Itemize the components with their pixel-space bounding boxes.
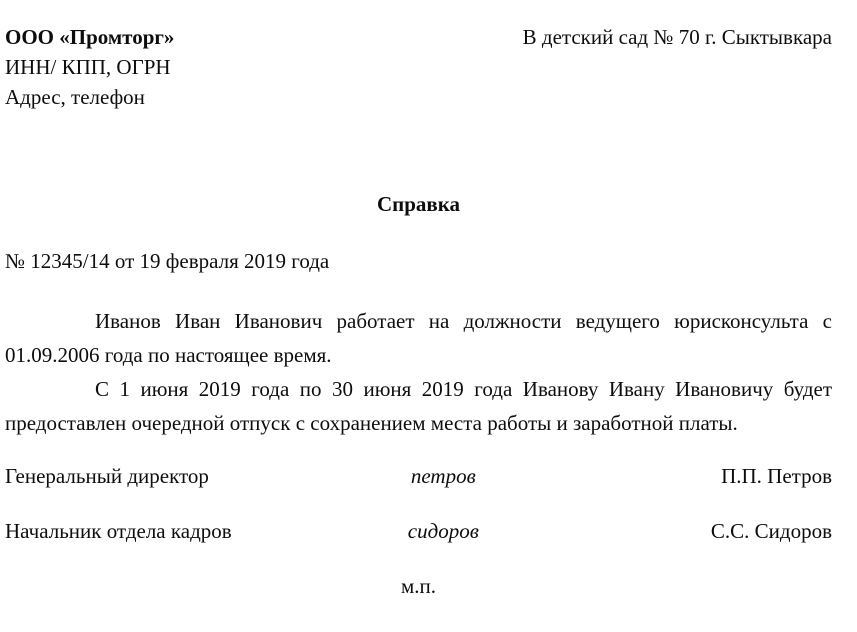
signatory-name: П.П. Петров <box>721 464 832 488</box>
document-header <box>5 22 832 112</box>
signatory-position: Генеральный директор <box>5 464 209 488</box>
paragraph-vacation: С 1 июня 2019 года по 30 июня 2019 года Иванову Ивану Ивановичу будет предоставлен очередной отпуск с сохранением места работы и заработной платы. <box>5 377 832 435</box>
recipient-line: В детский сад № 70 г. Сыктывкара <box>522 25 832 49</box>
handwritten-signature: петров <box>410 464 476 488</box>
signatory-position: Начальник отдела кадров <box>5 519 232 543</box>
signature-row-hr-chief <box>5 519 832 544</box>
paragraph-employment: Иванов Иван Иванович работает на должности ведущего юрисконсульта с 01.09.2006 года по настоящее время. <box>5 309 832 367</box>
sender-org-name: ООО «Промторг» <box>5 25 175 49</box>
stamp-placeholder: м.п. <box>400 574 437 598</box>
sender-contacts: Адрес, телефон <box>5 85 145 109</box>
reference-number-line: № 12345/14 от 19 февраля 2019 года <box>5 249 330 273</box>
document-title: Справка <box>376 192 461 216</box>
signatory-name: С.С. Сидоров <box>710 519 832 543</box>
handwritten-signature: сидоров <box>407 519 479 543</box>
sender-block <box>5 22 174 112</box>
document-body <box>5 304 832 440</box>
sender-requisites: ИНН/ КПП, ОГРН <box>5 55 171 79</box>
signature-row-director <box>5 464 832 489</box>
